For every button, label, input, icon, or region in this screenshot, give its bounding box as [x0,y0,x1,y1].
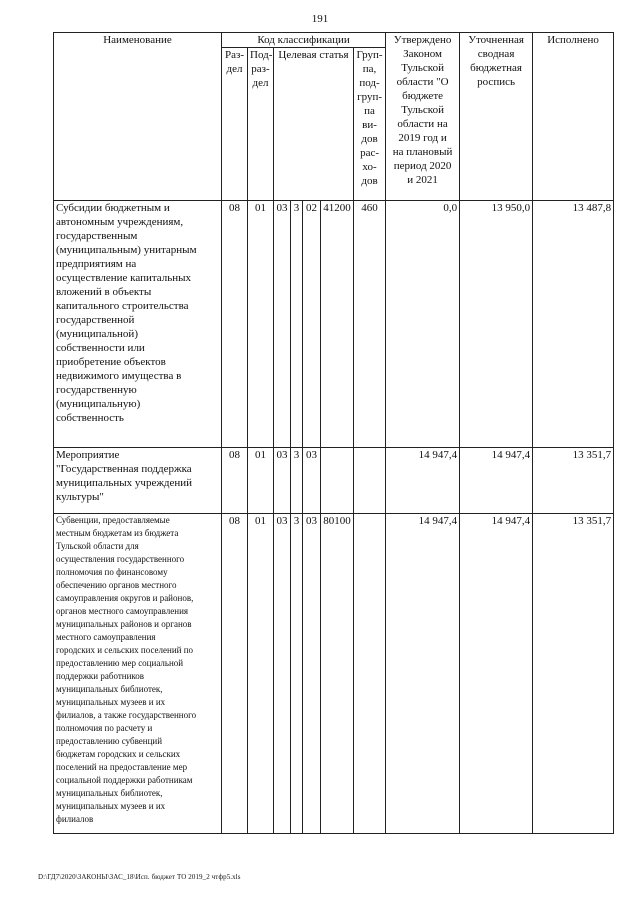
row-target-subprogram: 3 [291,201,303,448]
row-subsection: 01 [248,514,274,834]
row-section: 08 [222,514,248,834]
row-subsection: 01 [248,448,274,514]
row-refined: 13 950,0 [460,201,533,448]
row-approved: 14 947,4 [386,448,460,514]
row-name: Субсидии бюджетным и автономным учреждениям, государственным (муниципальным) унитарным предприятиям на осуществление капитальных вложений в объекты капитального строительства государственной (муниципальной) собственности или приобретение объектов недвижимого имущества в государственную (муниципальную) собственность [54,201,222,448]
row-executed: 13 351,7 [533,448,614,514]
row-target-program: 03 [274,448,291,514]
header-section: Раз- дел [222,48,248,201]
table-row [54,514,614,834]
header-expense-type: Груп- па, под- груп- па ви- дов рас- хо- дов [354,48,386,201]
row-target-subprogram: 3 [291,514,303,834]
table-row [54,201,614,448]
row-target-program: 03 [274,514,291,834]
header-refined: Уточненная сводная бюджетная роспись [460,33,533,201]
row-refined: 14 947,4 [460,448,533,514]
row-subsection: 01 [248,201,274,448]
row-target-direction: 41200 [321,201,354,448]
row-expense-type: 460 [354,201,386,448]
header-code-group: Код классификации [222,33,386,48]
row-section: 08 [222,201,248,448]
header-approved: Утверждено Законом Тульской области "О бюджете Тульской области на 2019 год и на плановый период 2020 и 2021 [386,33,460,201]
page-number: 191 [311,13,329,25]
row-name: Субвенции, предоставляемые местным бюджетам из бюджета Тульской области для осуществления государственного полномочия по финансовому обеспечению органов местного самоуправления округов и районов, органов местного самоуправления муниципальных районов и органов местного самоуправления городских и сельских поселений по предоставлению мер социальной поддержки работников муниципальных библиотек, муниципальных музеев и их филиалов, а также государственного полномочия по расчету и предоставлению субвенций бюджетам городских и сельских поселений на предоставление мер социальной поддержки работникам муниципальных библиотек, муниципальных музеев и их филиалов [54,514,222,834]
row-section: 08 [222,448,248,514]
row-target-subprogram: 3 [291,448,303,514]
row-executed: 13 487,8 [533,201,614,448]
header-row-1 [54,33,614,48]
row-executed: 13 351,7 [533,514,614,834]
row-target-event: 02 [303,201,321,448]
header-executed: Исполнено [533,33,614,201]
row-target-direction: 80100 [321,514,354,834]
row-target-event: 03 [303,514,321,834]
budget-table [53,32,614,834]
row-name: Мероприятие "Государственная поддержка муниципальных учреждений культуры" [54,448,222,514]
table-row [54,448,614,514]
header-target-item: Целевая статья [274,48,354,201]
row-expense-type [354,448,386,514]
row-approved: 0,0 [386,201,460,448]
header-name: Наименование [54,33,222,201]
header-subsection: Под- раз- дел [248,48,274,201]
row-expense-type [354,514,386,834]
footer-file-path: D:\ГД7\2020\ЗАКОНЫ\ЗАС_18\Исп. бюджет ТО 2019_2 чтфр5.xls [38,873,241,881]
row-approved: 14 947,4 [386,514,460,834]
row-target-program: 03 [274,201,291,448]
row-refined: 14 947,4 [460,514,533,834]
row-target-direction [321,448,354,514]
row-target-event: 03 [303,448,321,514]
